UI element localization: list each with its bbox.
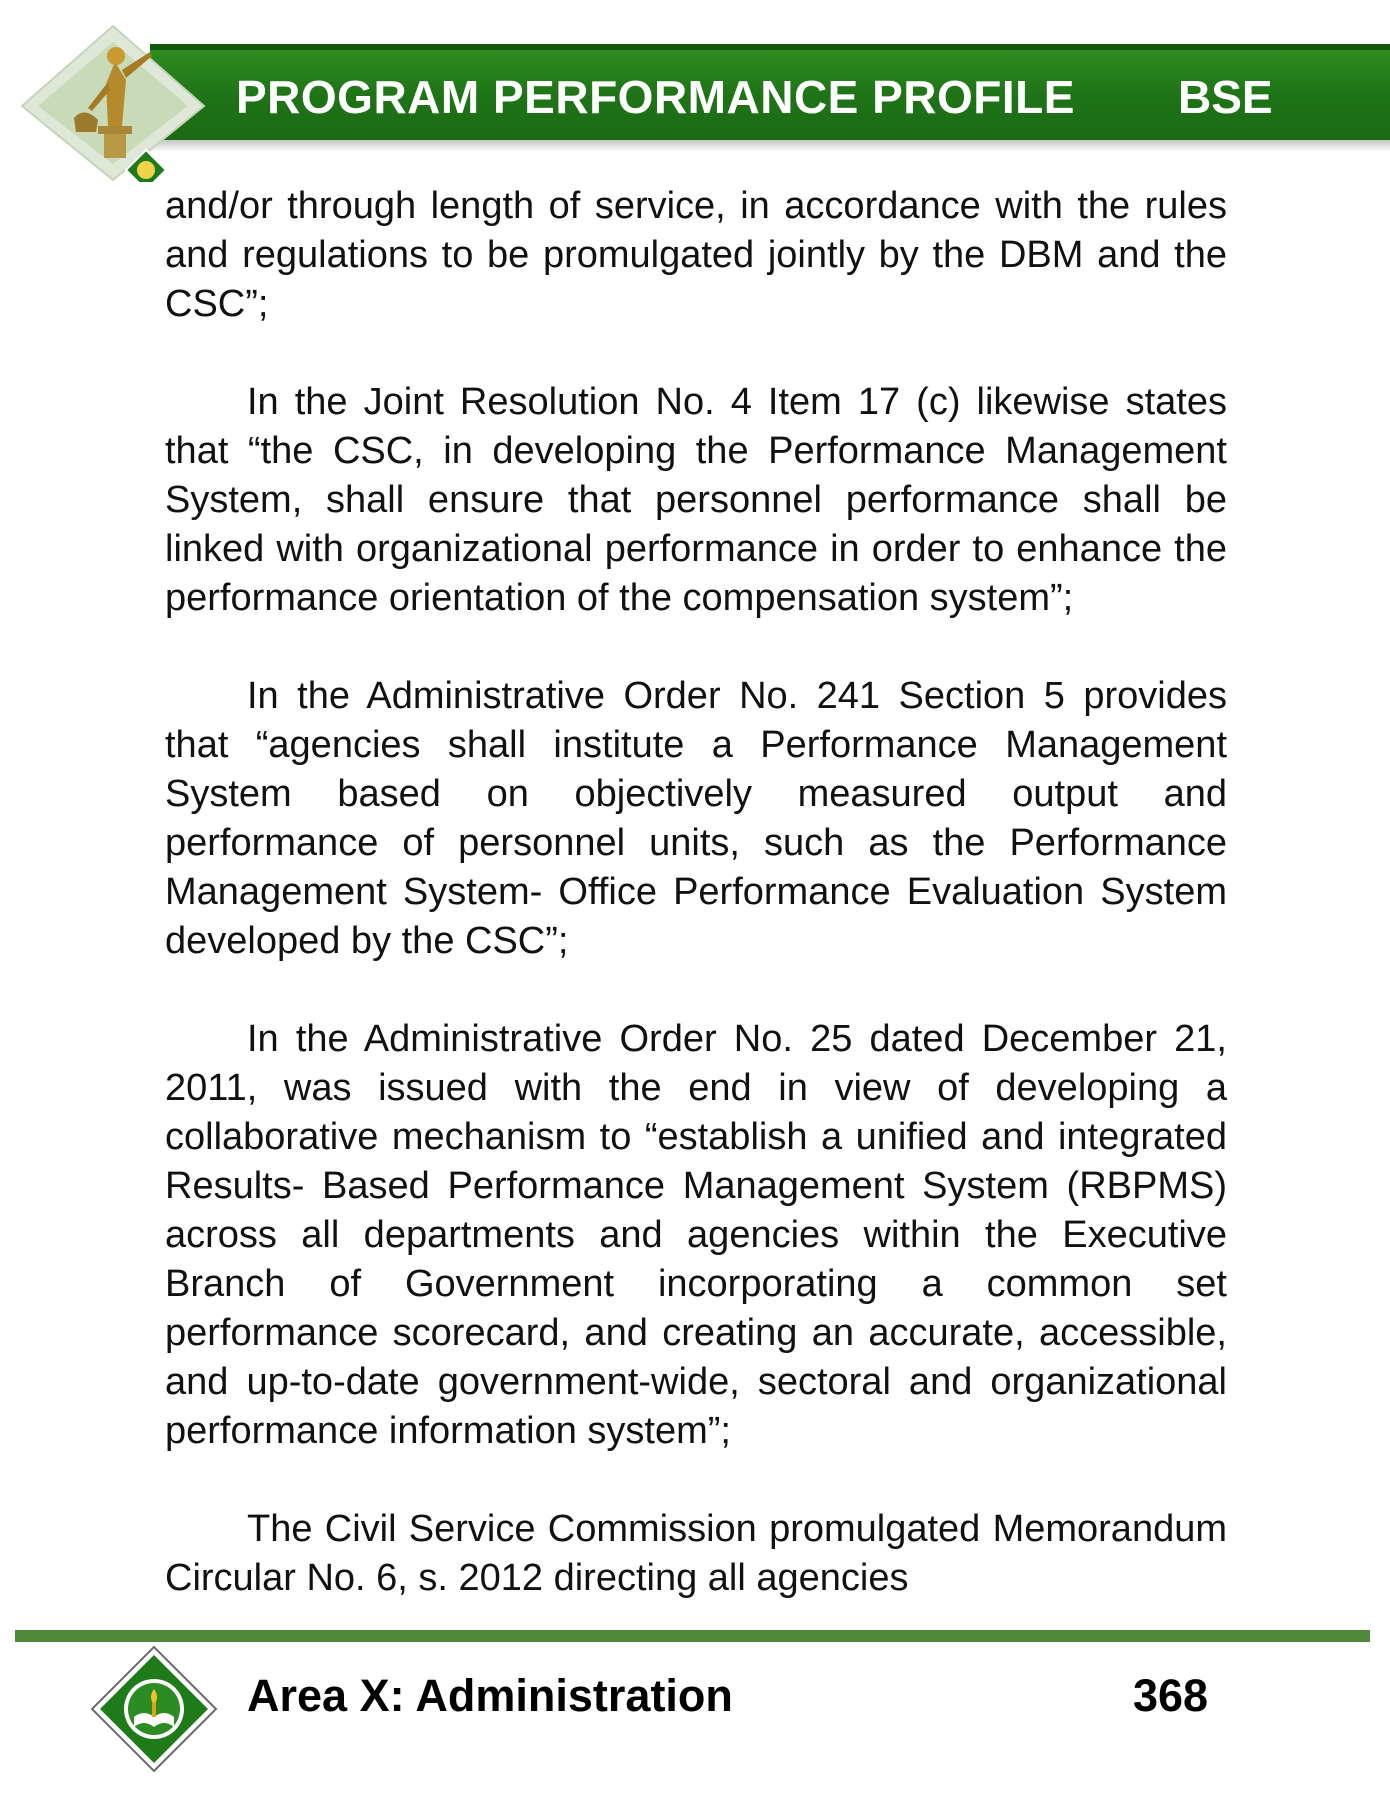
header-shadow (150, 138, 1390, 152)
university-statue-emblem-icon (18, 22, 208, 182)
document-body (165, 182, 1227, 1603)
program-code: BSE (1178, 71, 1273, 123)
paragraph-2: In the Joint Resolution No. 4 Item 17 (c) likewise states that “the CSC, in developing the Performance Management System, shall ensure that personnel performance shall be linked with organizational performance in order to enhance the performance orientation of the compensation system”; (165, 381, 1227, 619)
page-number: 368 (1133, 1670, 1209, 1721)
footer-area-title: Area X: Administration (247, 1670, 733, 1721)
page-header-title: PROGRAM PERFORMANCE PROFILE (236, 71, 1075, 123)
paragraph-3: In the Administrative Order No. 241 Section 5 provides that “agencies shall institute a Performance Management System based on objectively measured output and performance of personnel units, such as the Performance Management System- Office Performance Evaluation System developed by the CSC”; (165, 675, 1227, 962)
footer-divider (15, 1630, 1370, 1642)
paragraph-5: The Civil Service Commission promulgated Memorandum Circular No. 6, s. 2012 directing all agencies (165, 1508, 1227, 1599)
cavite-state-university-seal-icon (90, 1645, 218, 1773)
paragraph-4: In the Administrative Order No. 25 dated December 21, 2011, was issued with the end in view of developing a collaborative mechanism to “establish a unified and integrated Results- Based Performance Management System (RBPMS) across all departments and agencies within the Executive Branch of Government incorporating a common set performance scorecard, and creating an accurate, accessible, and up-to-date government-wide, sectoral and organizational performance information system”; (165, 1018, 1227, 1452)
paragraph-1: and/or through length of service, in accordance with the rules and regulations to be promulgated jointly by the DBM and the CSC”; (165, 185, 1227, 325)
